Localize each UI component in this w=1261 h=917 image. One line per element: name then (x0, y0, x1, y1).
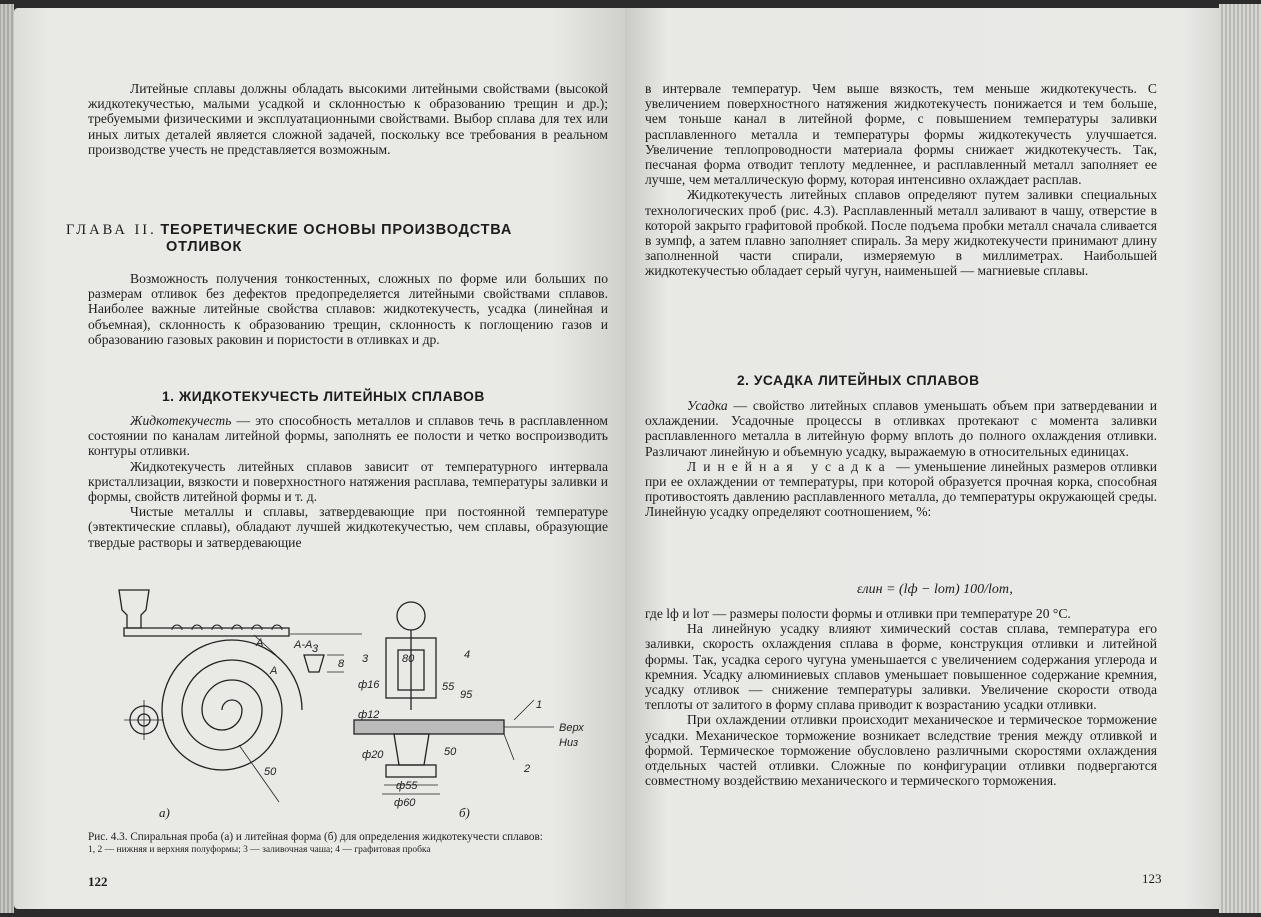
spiral-drawing (162, 640, 302, 770)
linear-shrinkage-term: Линейная усадка (687, 458, 892, 474)
formula: εлин = (lф − lот) 100/lот, (857, 582, 1013, 597)
label-bottom: Низ (559, 737, 579, 749)
label-num-3: 3 (362, 653, 369, 665)
section-a-a-drawing (304, 655, 324, 672)
right-paragraph-5: При охлаждении отливки происходит механическое и термическое торможение усадки. Механическое торможение возникает вследствие трения между отливкой и формой. Термическое торможение обусловлено различными скоростями охлаждения отдельных частей отливки. Сложные по конфигурации отливки подвергаются совместному воздействию механического и термического торможения. (645, 712, 1157, 789)
label-num-4: 4 (464, 649, 471, 661)
right-paragraph-1: в интервале температур. Чем выше вязкость, тем меньше жидкотекучесть. С увеличением поверхностного натяжения жидкотекучесть понижается и тем больше, чем тоньше канал в литейной форме, с повышением температуры заливки расплавленного металла и температуры формы жидкотекучесть улучшается. Увеличение теплопроводности материала формы снижает жидкотекучесть. Так, песчаная форма отводит теплоту медленнее, и расплавленный металл заполняет ее лучше, чем металлическую форму, которая интенсивно охлаждает расплав. (645, 81, 1157, 188)
fluidity-paragraph-3: Чистые металлы и сплавы, затвердевающие при постоянной температуре (эвтектические сплавы), обладают лучшей жидкотекучестью, чем сплавы, образующие твердые растворы и затвердевающие (88, 504, 608, 550)
label-a-1: А (256, 637, 264, 649)
label-phi-55: ф55 (396, 780, 418, 792)
chapter-heading (66, 222, 606, 256)
chapter-title-line2: ОТЛИВОК (166, 239, 243, 255)
label-dim-8: 8 (338, 658, 345, 670)
figure-caption-note: 1, 2 — нижняя и верхняя полуформы; 3 — заливочная чаша; 4 — графитовая пробка (88, 844, 431, 855)
label-phi-20: ф20 (362, 749, 384, 761)
label-top: Верх (559, 722, 584, 734)
section-heading-shrinkage: 2. УСАДКА ЛИТЕЙНЫХ СПЛАВОВ (737, 373, 980, 388)
graphite-plug-circle (397, 602, 425, 630)
page-number-right: 123 (1142, 871, 1162, 886)
fluidity-paragraph-2: Жидкотекучесть литейных сплавов зависит от температурного интервала кристаллизации, вязкости и поверхностного натяжения расплава, температуры заливки и формы, свойств литейной формы и т. д. (88, 458, 608, 505)
chapter-paragraph: Возможность получения тонкостенных, сложных по форме или больших по размерам отливок без дефектов предопределяется литейными свойствами сплавов. Наиболее важные литейные свойства сплавов: жидкотекучесть, усадка (линейная и объемная), склонность к образованию трещин, склонность к поглощению газов и образованию газовых раковин и пористости в отливках и др. (88, 271, 608, 347)
label-dim-95: 95 (460, 689, 473, 701)
figure-label-b: б) (459, 805, 470, 820)
intro-paragraph: Литейные сплавы должны обладать высокими литейными свойствами (высокой жидкотекучестью, малыми усадкой и склонностью к образованию трещин и др.); требуемыми физическими и эксплуатационными свойствами. Выбор сплава для тех или иных литых деталей является сложной задачей, поскольку все требования в реальном производстве учесть не представляется возможным. (88, 81, 608, 157)
label-dim-80: 80 (402, 653, 415, 665)
definition-term: Жидкотекучесть (130, 413, 232, 428)
pouring-cup-drawing (119, 590, 149, 628)
figure-label-a: а) (159, 805, 170, 820)
label-section-aa: А-А (294, 639, 313, 651)
label-phi-60: ф60 (394, 797, 416, 809)
sump-drawing (394, 734, 429, 765)
figure-4-3 (104, 580, 604, 820)
label-dim-3: 3 (312, 643, 319, 655)
shrinkage-term: Усадка (687, 398, 728, 413)
label-num-1: 1 (536, 699, 543, 711)
label-dim-55: 55 (442, 681, 455, 693)
label-phi-12: ф12 (358, 709, 380, 721)
right-page (625, 8, 1219, 909)
figure-caption: Рис. 4.3. Спиральная проба (а) и литейная форма (б) для определения жидкотекучести сплавов: 1, 2 — нижняя и верхняя полуформы; 3 — заливочная чаша; 4 — графитовая пробка (88, 831, 608, 856)
mould-halves-drawing (354, 720, 504, 734)
label-phi-16: ф16 (358, 679, 380, 691)
formula-explanation: где lф и lот — размеры полости формы и отливки при температуре 20 °С. (645, 606, 1071, 621)
label-a-2: А (270, 665, 278, 677)
page-number-left: 122 (88, 874, 108, 889)
right-page-edges (1219, 4, 1261, 913)
left-page (14, 8, 625, 909)
shrinkage-text-2 (645, 606, 1157, 788)
shrinkage-text: Усадка — свойство литейных сплавов уменьшать объем при затвердевании и охлаждении. Усадочные процессы в отливках протекают с момента заливки расплавленного металла в литейную форму вплоть до полного охлаждения отливки. Различают линейную и объемную усадку, выражаемую в относительных единицах. Линейная усадка — уменьшение линейных размеров отливки при ее охлаждении от температуры, при которой образуется прочная корка, способная противостоять давлению расплавленного металла, до температуры окружающей среды. Линейную усадку определяют соотношением, %: (645, 398, 1157, 520)
label-num-2: 2 (524, 763, 531, 775)
right-paragraph-4: На линейную усадку влияют химический состав сплава, температура его заливки, скорость охлаждения сплава в форме, конструкция отливки и литейной формы. Так, усадка серого чугуна уменьшается с увеличением содержания углерода и кремния. Усадку алюминиевых сплавов уменьшает повышенное содержание кремния, усадку отливок — снижение температуры заливки. Увеличение скорости отвода теплоты от залитого в форму сплава приводит к возрастанию усадки отливки. (645, 621, 1157, 713)
fluidity-text: Жидкотекучесть — это способность металлов и сплавов течь в расплавленном состоянии по каналам литейной формы, заполнять ее полости и четко воспроизводить контуры отливки. Жидкотекучесть литейных сплавов зависит от температурного интервала кристаллизации, вязкости и поверхностного натяжения расплава, температуры заливки и формы, свойств литейной формы и т. д. Чистые металлы и сплавы, затвердевающие при постоянной температуре (эвтектические сплавы), обладают лучшей жидкотекучестью, чем сплавы, образующие твердые растворы и затвердевающие (88, 413, 608, 550)
chapter-title-line1: ТЕОРЕТИЧЕСКИЕ ОСНОВЫ ПРОИЗВОДСТВА (160, 222, 513, 238)
right-text-top (645, 81, 1157, 279)
left-page-edges (0, 4, 14, 913)
chapter-label: ГЛАВА II. (66, 222, 157, 238)
label-dim-50b: 50 (444, 746, 457, 758)
section-heading-fluidity: 1. ЖИДКОТЕКУЧЕСТЬ ЛИТЕЙНЫХ СПЛАВОВ (162, 389, 485, 404)
label-dim-50: 50 (264, 766, 277, 778)
spiral-channel-drawing (124, 628, 289, 636)
right-paragraph-2: Жидкотекучесть литейных сплавов определяют путем заливки специальных технологических проб (рис. 4.3). Расплавленный металл заливают в чашу, отверстие в которой закрыто графитовой пробкой. После подъема пробки металл сначала сливается в зумпф, а затем плавно заполняет спираль. За меру жидкотекучести принимают длину заполненной части спирали, измеряемую в миллиметрах. Наибольшей жидкотекучестью обладает серый чугун, наименьшей — магниевые сплавы. (645, 187, 1157, 279)
